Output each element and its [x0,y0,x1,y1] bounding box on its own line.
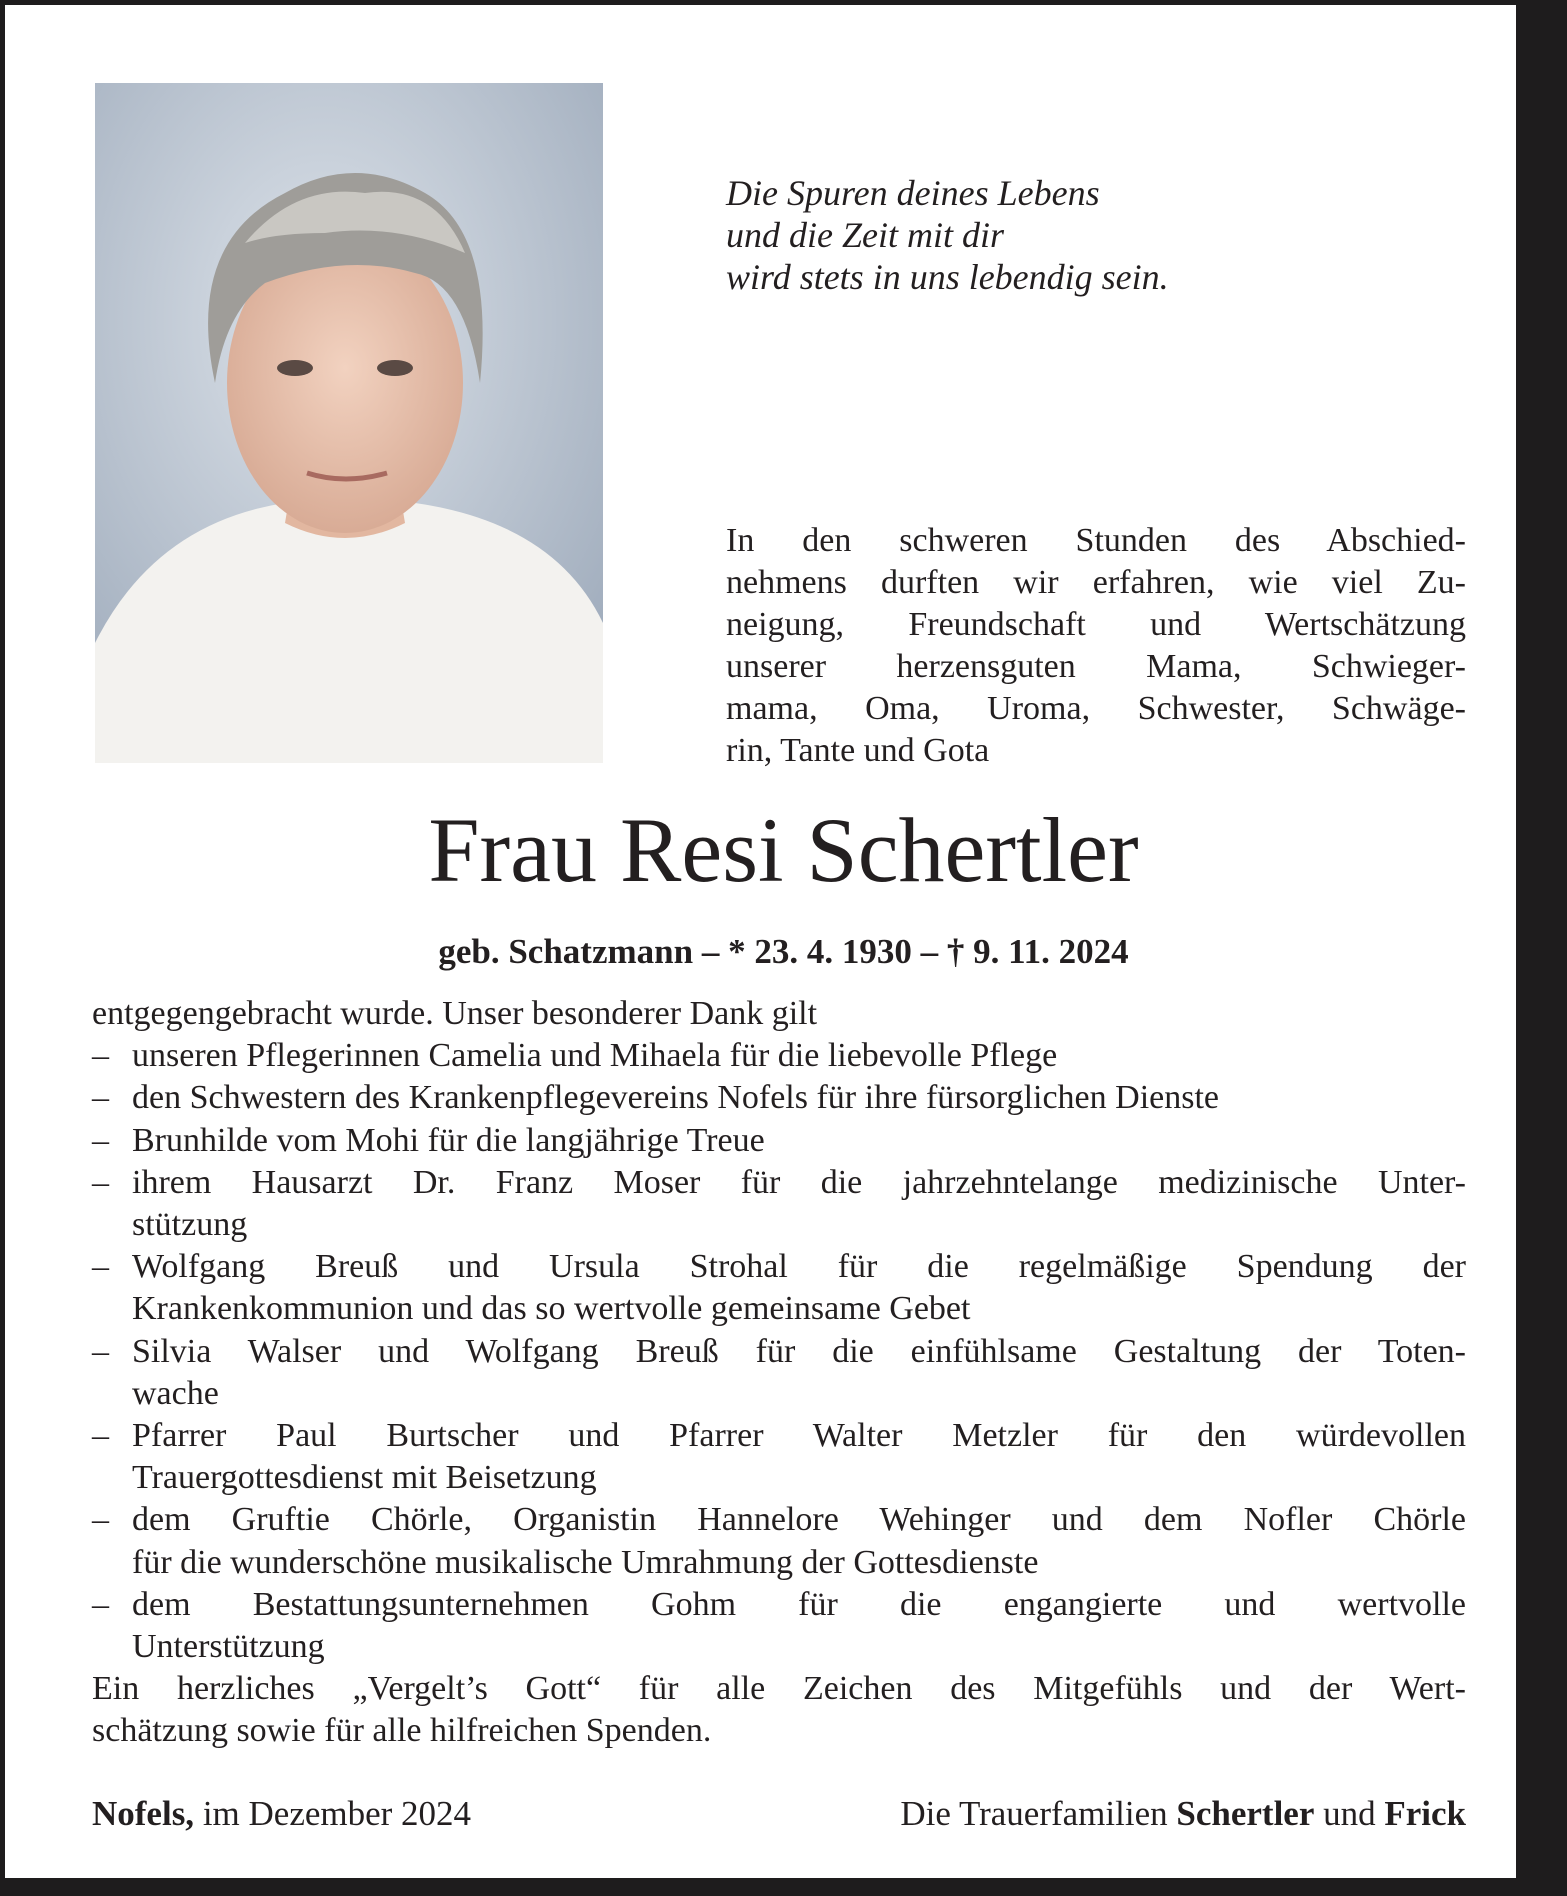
thanks-item-line: Silvia Walser und Wolfgang Breuß für die einfühlsame Gestaltung der Toten- [132,1332,1466,1370]
quote-line: wird stets in uns lebendig sein. [726,257,1169,297]
thanks-item [92,1120,1466,1162]
dash-bullet: – [92,1248,109,1286]
intro-paragraph [726,520,1466,772]
place-date [92,1792,471,1836]
dash-bullet: – [92,1121,109,1159]
birth-death-dates: geb. Schatzmann – * 23. 4. 1930 – † 9. 11. 2024 [438,932,1129,971]
thanks-item [92,1035,1466,1077]
thanks-item-line: wache [132,1374,219,1412]
dash-bullet: – [92,1585,109,1623]
dash-bullet: – [92,1079,109,1117]
quote-line: Die Spuren deines Lebens [726,173,1100,213]
intro-line: mama, Oma, Uroma, Schwester, Schwäge- [726,690,1466,727]
thanks-item [92,1077,1466,1119]
thanks-item-line: Trauergottesdienst mit Beisetzung [132,1459,597,1497]
thanks-item [92,1162,1466,1246]
intro-line: neigung, Freundschaft und Wertschätzung [726,606,1466,643]
thanks-item-line: dem Bestattungsunternehmen Gohm für die engangierte und wertvolle [132,1585,1466,1623]
signature-and: und [1323,1794,1376,1833]
thanks-item-line: Krankenkommunion und das so wertvolle gemeinsame Gebet [132,1290,971,1328]
date: im Dezember 2024 [202,1794,472,1833]
body-intro: entgegengebracht wurde. Unser besonderer Dank gilt [92,995,818,1032]
deceased-name: Frau Resi Schertler [428,799,1139,901]
thanks-item-line: den Schwestern des Krankenpflegevereins Nofels für ihre fürsorglichen Dienste [132,1079,1220,1117]
thanks-item [92,1415,1466,1499]
thanks-list [92,1035,1466,1668]
signature-prefix: Die Trauerfamilien [900,1794,1168,1833]
thanks-item [92,1331,1466,1415]
thanks-item [92,1246,1466,1330]
intro-line: unserer herzensguten Mama, Schwieger- [726,648,1466,685]
memorial-quote [726,172,1169,298]
thanks-item [92,1584,1466,1668]
dash-bullet: – [92,1417,109,1455]
closing-line: Ein herzliches „Vergelt’s Gott“ für alle Zeichen des Mitgefühls und der Wert- [92,1670,1466,1708]
place: Nofels, [92,1794,195,1833]
thanks-item-line: Wolfgang Breuß und Ursula Strohal für die regelmäßige Spendung der [132,1248,1466,1286]
dash-bullet: – [92,1163,109,1201]
thanks-body [92,993,1466,1753]
thanks-item-line: Brunhilde vom Mohi für die langjährige Treue [132,1121,765,1159]
thanks-item-line: ihrem Hausarzt Dr. Franz Moser für die jahrzehntelange medizinische Unter- [132,1163,1466,1201]
family-name-1: Schertler [1176,1794,1315,1833]
dash-bullet: – [92,1332,109,1370]
thanks-item [92,1499,1466,1583]
thanks-item-line: unseren Pflegerinnen Camelia und Mihaela für die liebevolle Pflege [132,1037,1058,1075]
dash-bullet: – [92,1501,109,1539]
thanks-item-line: dem Gruftie Chörle, Organistin Hannelore Wehinger und dem Nofler Chörle [132,1501,1466,1539]
intro-line: rin, Tante und Gota [726,732,990,769]
intro-line: nehmens durften wir erfahren, wie viel Zu- [726,564,1466,601]
portrait-photo [95,83,603,763]
quote-line: und die Zeit mit dir [726,215,1004,255]
family-signature [900,1792,1466,1836]
thanks-item-line: Unterstützung [132,1628,325,1666]
closing-line: schätzung sowie für alle hilfreichen Spenden. [92,1712,712,1750]
thanks-item-line: Pfarrer Paul Burtscher und Pfarrer Walter Metzler für den würdevollen [132,1417,1466,1455]
intro-line: In den schweren Stunden des Abschied- [726,522,1466,559]
thanks-item-line: für die wunderschöne musikalische Umrahmung der Gottesdienste [132,1543,1039,1581]
thanks-item-line: stützung [132,1206,248,1244]
family-name-2: Frick [1384,1794,1466,1833]
dash-bullet: – [92,1037,109,1075]
